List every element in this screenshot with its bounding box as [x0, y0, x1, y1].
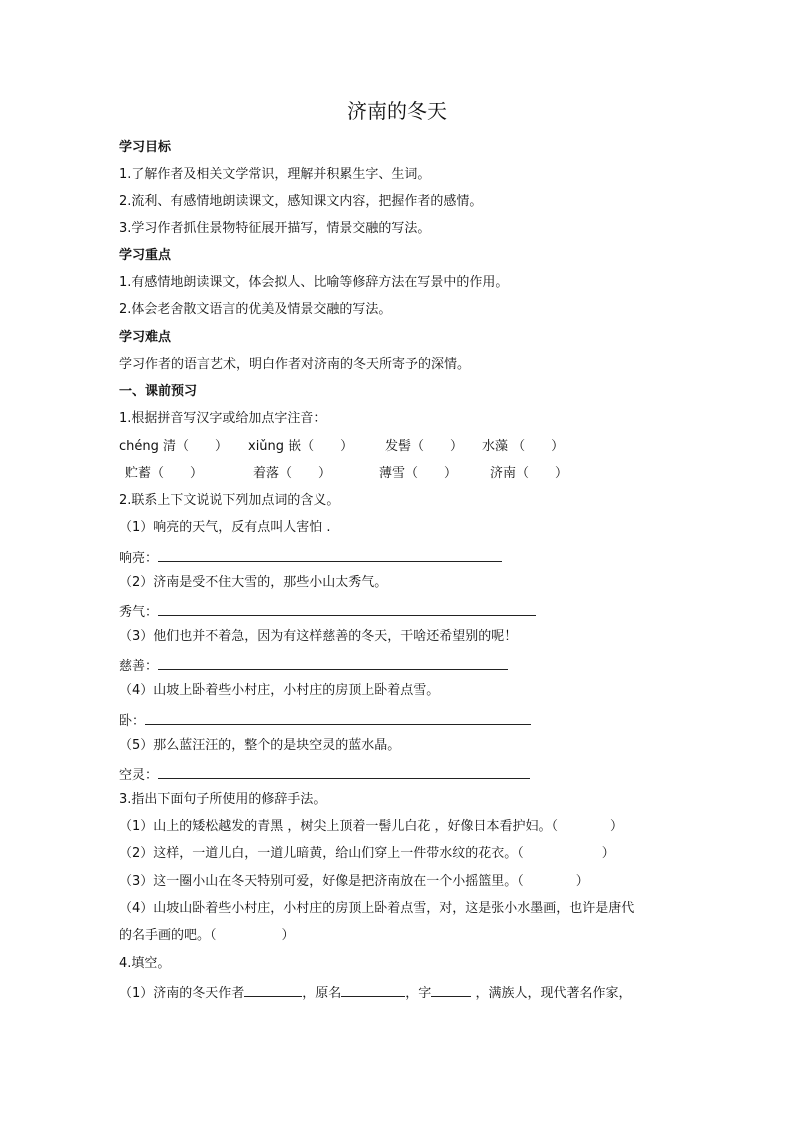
preview-heading: 一、课前预习 — [119, 384, 198, 399]
q2-answer-row — [119, 547, 502, 568]
difficulties-heading: 学习难点 — [119, 330, 172, 345]
answer-blank[interactable] — [244, 982, 302, 997]
q2-sentence: （3）他们也并不着急，因为有这样慈善的冬天，干啥还希望别的呢！ — [119, 629, 518, 644]
q4-item — [119, 982, 631, 1003]
answer-blank[interactable] — [158, 764, 530, 779]
pinyin-item: 济南（ ） — [490, 466, 569, 481]
q3-item: （2）这样，一道儿白，一道儿暗黄，给山们穿上一件带水纹的花衣。（ ） — [119, 846, 615, 861]
q2-answer-label: 响亮： — [119, 551, 159, 566]
pinyin-item: chéng 清（ ） — [119, 439, 229, 454]
q2-answer-row — [119, 710, 531, 731]
objectives-heading: 学习目标 — [119, 140, 172, 155]
question-3: 3.指出下面句子所使用的修辞手法。 — [119, 792, 327, 807]
pinyin-item: xiǔng 嵌（ ） — [248, 439, 354, 454]
q4-text: ，满族人，现代著名作家， — [471, 986, 632, 1001]
q4-text: ，字 — [405, 986, 432, 1001]
question-4: 4.填空。 — [119, 956, 171, 971]
objective-item: 1.了解作者及相关文学常识，理解并积累生字、生词。 — [119, 167, 431, 182]
key-points-heading: 学习重点 — [119, 248, 172, 263]
key-point-item: 2.体会老舍散文语言的优美及情景交融的写法。 — [119, 302, 392, 317]
q4-text: ，原名 — [302, 986, 342, 1001]
objective-item: 2.流利、有感情地朗读课文，感知课文内容，把握作者的感情。 — [119, 194, 483, 209]
answer-blank[interactable] — [158, 547, 502, 562]
q3-item: （3）这一圈小山在冬天特别可爱，好像是把济南放在一个小摇篮里。（ ） — [119, 874, 589, 889]
page-title: 济南的冬天 — [347, 99, 447, 123]
q2-answer-row — [119, 655, 508, 676]
question-1: 1.根据拼音写汉字或给加点字注音： — [119, 411, 327, 426]
q2-sentence: （2）济南是受不住大雪的，那些小山太秀气。 — [119, 575, 388, 590]
q2-answer-label: 卧： — [119, 714, 146, 729]
answer-blank[interactable] — [158, 655, 508, 670]
pinyin-item: 贮蓄（ ） — [125, 466, 204, 481]
pinyin-row-2 — [0, 465, 794, 483]
pinyin-row-1 — [0, 438, 794, 456]
difficulties-text: 学习作者的语言艺术，明白作者对济南的冬天所寄予的深情。 — [119, 357, 471, 372]
objective-item: 3.学习作者抓住景物特征展开描写，情景交融的写法。 — [119, 221, 431, 236]
pinyin-item: 发髻（ ） — [385, 439, 464, 454]
key-point-item: 1.有感情地朗读课文，体会拟人、比喻等修辞方法在写景中的作用。 — [119, 275, 509, 290]
q2-sentence: （4）山坡上卧着些小村庄，小村庄的房顶上卧着点雪。 — [119, 683, 440, 698]
q3-item: （4）山坡山卧着些小村庄，小村庄的房顶上卧着点雪，对，这是张小水墨画，也许是唐代 — [119, 901, 635, 916]
q2-answer-label: 空灵： — [119, 768, 159, 783]
q3-item: 的名手画的吧。（ ） — [119, 928, 295, 943]
question-2: 2.联系上下文说说下列加点词的含义。 — [119, 493, 340, 508]
pinyin-item: 水藻 （ ） — [482, 439, 565, 454]
q2-answer-row — [119, 764, 530, 785]
q2-answer-label: 慈善： — [119, 659, 159, 674]
pinyin-item: 薄雪（ ） — [379, 466, 458, 481]
q2-answer-row — [119, 601, 536, 622]
q3-item: （1）山上的矮松越发的青黑 ，树尖上顶着一髻儿白花 ，好像日本看护妇。（ ） — [119, 819, 624, 834]
answer-blank[interactable] — [158, 601, 536, 616]
q4-text: （1）济南的冬天作者 — [119, 986, 245, 1001]
q2-answer-label: 秀气： — [119, 605, 159, 620]
pinyin-item: 着落（ ） — [253, 466, 332, 481]
answer-blank[interactable] — [145, 710, 531, 725]
answer-blank[interactable] — [431, 982, 471, 997]
answer-blank[interactable] — [341, 982, 405, 997]
q2-sentence: （1）响亮的天气，反有点叫人害怕 . — [119, 520, 331, 535]
q2-sentence: （5）那么蓝汪汪的，整个的是块空灵的蓝水晶。 — [119, 738, 401, 753]
